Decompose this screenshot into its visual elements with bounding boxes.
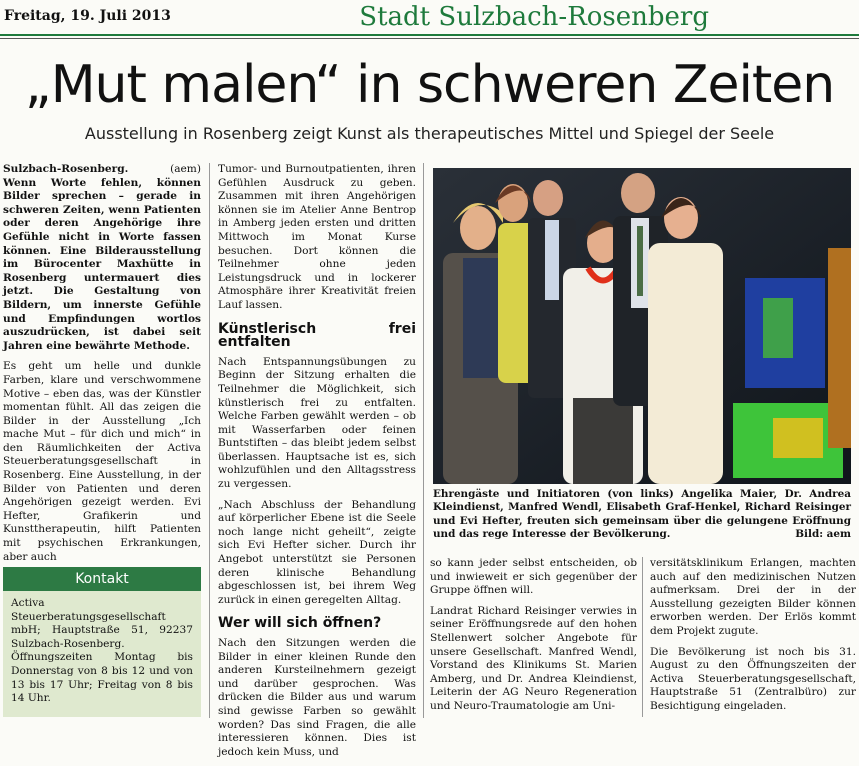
lead-text: Wenn Worte fehlen, können Bilder sprechen – gerade in schweren Zeiten, wenn Patienten oder deren Angehörige ihre Gefühle nicht in Worte fassen können. Eine Bilderausstellung im Bürocenter Maxhütte in Rosenberg untermauert dies jetzt. Die Gestaltung von Bildern, um innerste Gefühle und Empfindungen wortlos auszudrücken, ist dabei seit Jahren eine bewährte Methode. xyxy=(3,176,201,352)
paragraph: Es geht um helle und dunkle Farben, klare und verschwommene Motive – eben das, was der Künstler momentan fühlt. All das zeigen die Bilder in der Ausstellung „Ich mache Mut – für dich und mich“ in den Räumlichkeiten der Activa Steuerberatungsgesellschaft in Rosenberg. Eine Ausstellung, in der Bilder von Patienten und deren Angehörigen gezeigt werden. Evi Hefter, Grafikerin und Kunsttherapeutin, hilft Patienten mit psychischen Erkrankungen, aber auch xyxy=(3,360,201,563)
article-column-1 xyxy=(3,163,201,571)
header-rule xyxy=(0,34,859,36)
subheading-oeffnen: Wer will sich öffnen? xyxy=(218,615,382,632)
paragraph: Tumor- und Burnoutpatienten, ihren Gefühlen Ausdruck zu geben. Zusammen mit ihren Angehörigen können sie im Atelier Anne Bentrop in Amberg jeden ersten und dritten Mittwoch im Monat Kurse besuchen. Dort können die Teilnehmer ohne jeden Leistungsdruck und in lockerer Atmosphäre ihrer Kreativität freien Lauf lassen. xyxy=(218,163,416,311)
column-divider xyxy=(642,557,643,717)
article-column-4 xyxy=(650,557,856,721)
photo-credit: Bild: aem xyxy=(795,528,851,541)
paragraph: Die Bevölkerung ist noch bis 31. August zu den Öffnungszeiten der Activa Steuerberatungsgesellschaft, Hauptstraße 51 (Zentralbüro) zur Besichtigung eingeladen. xyxy=(650,645,856,712)
quote-paragraph: „Nach Abschluss der Behandlung auf körperlicher Ebene ist die Seele noch lange nicht geheilt“, zeigte sich Evi Hefter sicher. Durch ihr Angebot unterstützt sie Personen deren klinische Behandlung abgeschlossen ist, bei ihrem Weg zurück in einen geregelten Alltag. xyxy=(218,498,416,606)
paragraph: versitätsklinikum Erlangen, machten auch auf den medizinischen Nutzen aufmerksam. Drei der in der Ausstellung gezeigten Bilder können erworben werden. Der Erlös kommt dem Projekt zugute. xyxy=(650,557,856,637)
contact-box-body: Activa Steuerberatungsgesellschaft mbH; Hauptstraße 51, 92237 Sulzbach-Rosenberg. Öffnungszeiten Montag bis Donnerstag von 8 bis 12 und von 13 bis 17 Uhr; Freitag von 8 bis 14 Uhr. xyxy=(11,597,193,705)
group-photo xyxy=(433,168,851,484)
photo-caption xyxy=(433,488,851,542)
column-divider xyxy=(423,163,424,718)
paragraph: Nach den Sitzungen werden die Bilder in einer kleinen Runde den anderen Kursteilnehmern gezeigt und darüber gesprochen. Was drücken die Bilder aus und warum sind gewisse Farben so gewählt worden? Das sind Fragen, die alle interessieren können. Dies ist jedoch kein Muss, und xyxy=(218,637,416,758)
paragraph: Landrat Richard Reisinger verwies in seiner Eröffnungsrede auf den hohen Stellenwert solcher Angebote für unsere Gesellschaft. Manfred Wendl, Vorstand des Klinikums St. Marien Amberg, und Dr. Andrea Kleindienst, Leiterin der AG Neuro Regeneration und Neuro-Traumatologie am Uni- xyxy=(430,604,637,712)
section-title: Stadt Sulzbach-Rosenberg xyxy=(359,2,709,32)
header-rule-thin xyxy=(0,38,859,39)
column-divider xyxy=(209,163,210,718)
paragraph: so kann jeder selbst entscheiden, ob und inwieweit er sich gegenüber der Gruppe öffnen will. xyxy=(430,557,637,597)
headline: „Mut malen“ in schweren Zeiten xyxy=(24,55,835,115)
subheading-kuenstlerisch: Künstlerisch frei entfalten xyxy=(218,320,416,351)
article-column-3 xyxy=(430,557,637,721)
contact-box xyxy=(3,567,201,717)
author-tag: (aem) xyxy=(170,163,201,175)
dateline: Sulzbach-Rosenberg. xyxy=(3,163,129,175)
subheadline: Ausstellung in Rosenberg zeigt Kunst als therapeutisches Mittel und Spiegel der Seele xyxy=(84,124,775,143)
issue-date: Freitag, 19. Juli 2013 xyxy=(4,8,171,24)
paragraph: Nach Entspannungsübungen zu Beginn der Sitzung erhalten die Teilnehmer die Möglichkeit, sich künstlerisch frei zu entfalten. Welche Farben gewählt werden – ob mit Wasserfarben oder feinen Buntstiften – das bleibt jedem selbst überlassen. Hauptsache ist es, sich wohlzufühlen und den Alltagsstress zu vergessen. xyxy=(218,355,416,491)
article-column-2 xyxy=(218,163,416,766)
lead-paragraph xyxy=(3,163,201,353)
caption-text: Ehrengäste und Initiatoren (von links) Angelika Maier, Dr. Andrea Kleindienst, Manfred Wendl, Elisabeth Graf-Henkel, Richard Reisinger und Evi Hefter, freuten sich gemeinsam über die gelungene Eröffnung und das rege Interesse der Bevölkerung. xyxy=(433,488,851,541)
photo-illustration xyxy=(433,168,851,484)
contact-box-title: Kontakt xyxy=(3,567,201,591)
